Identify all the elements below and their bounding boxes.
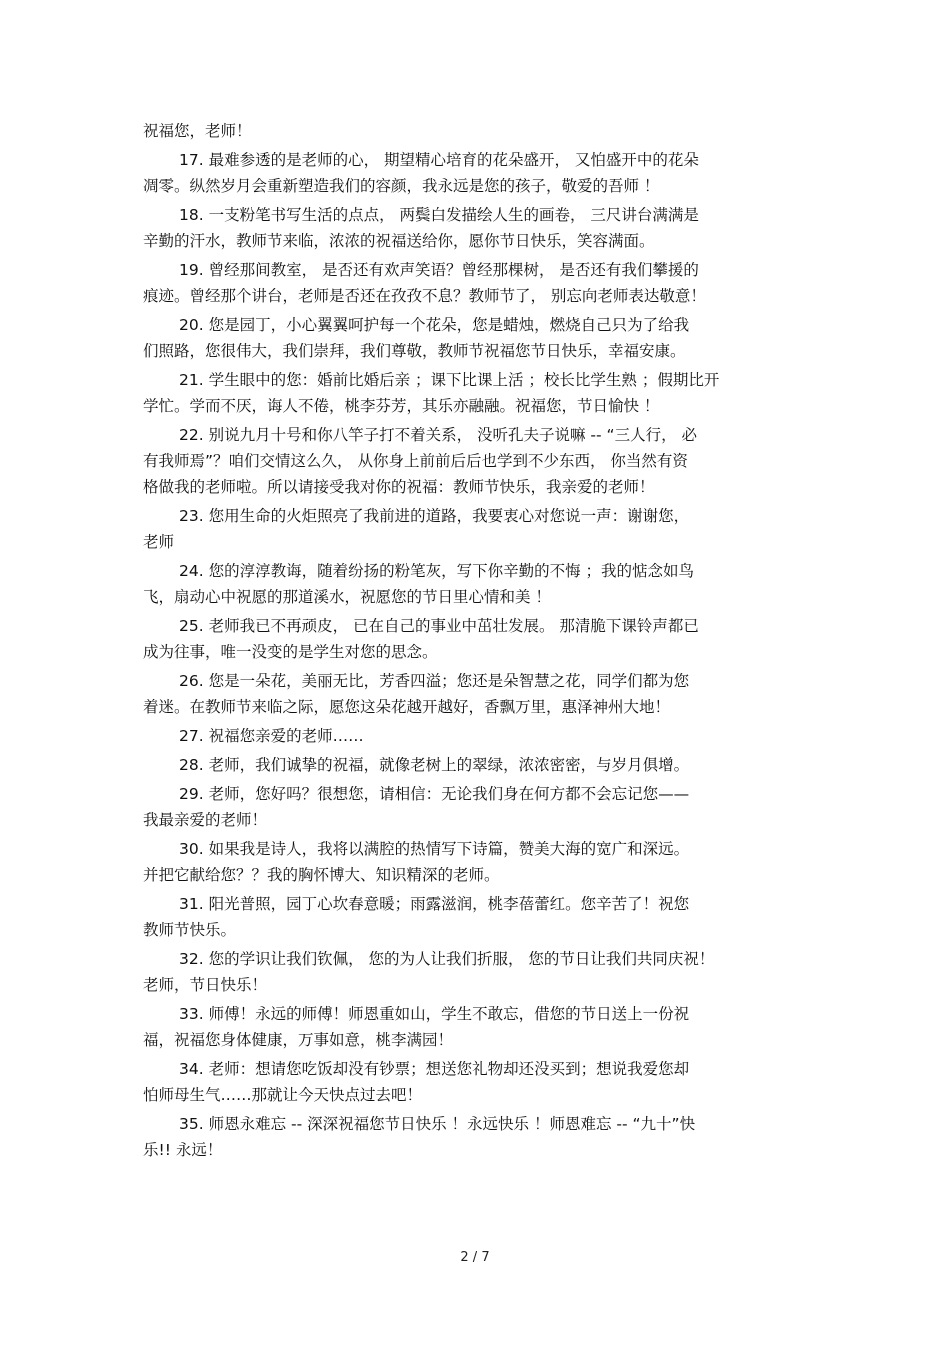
text-line: 格做我的老师啦。所以请接受我对你的祝福：教师节快乐，我亲爱的老师！ (143, 478, 655, 496)
text-line: 学忙。学而不厌，诲人不倦，桃李芬芳，其乐亦融融。祝福您，节日愉快 ！ (143, 397, 660, 415)
paragraph (143, 752, 803, 778)
text-line: 21. 学生眼中的您：婚前比婚后亲 ；课下比课上活 ；校长比学生熟 ；假期比开 (179, 371, 720, 389)
text-line: 32. 您的学识让我们钦佩， 您的为人让我们折服， 您的节日让我们共同庆祝！ (179, 950, 715, 968)
text-line: 老师，节日快乐！ (143, 976, 268, 994)
paragraph (143, 781, 803, 833)
text-line: 23. 您用生命的火炬照亮了我前进的道路，我要衷心对您说一声：谢谢您， (179, 507, 690, 525)
paragraph (143, 836, 803, 888)
text-line: 33. 师傅！永远的师傅！师恩重如山，学生不敢忘，借您的节日送上一份祝 (179, 1005, 690, 1023)
paragraph (143, 118, 803, 144)
text-line: 教师节快乐。 (143, 921, 237, 939)
text-line: 辛勤的汗水，教师节来临，浓浓的祝福送给你，愿你节日快乐，笑容满面。 (143, 232, 655, 250)
text-line: 19. 曾经那间教室， 是否还有欢声笑语？曾经那棵树， 是否还有我们攀援的 (179, 261, 699, 279)
text-line: 20. 您是园丁，小心翼翼呵护每一个花朵，您是蜡烛，燃烧自己只为了给我 (179, 316, 690, 334)
text-line: 怕师母生气……那就让今天快点过去吧！ (143, 1086, 423, 1104)
text-line: 26. 您是一朵花，美丽无比，芳香四溢；您还是朵智慧之花，同学们都为您 (179, 672, 690, 690)
paragraph (143, 147, 803, 199)
paragraph (143, 1001, 803, 1053)
paragraph (143, 891, 803, 943)
text-line: 着迷。在教师节来临之际，愿您这朵花越开越好，香飘万里，惠泽神州大地！ (143, 698, 671, 716)
text-line: 27. 祝福您亲爱的老师…… (179, 727, 364, 745)
text-line: 们照路，您很伟大，我们崇拜，我们尊敬，教师节祝福您节日快乐，幸福安康。 (143, 342, 686, 360)
document-body (143, 118, 803, 1163)
text-line: 痕迹。曾经那个讲台，老师是否还在孜孜不息？教师节了， 别忘向老师表达敬意！ (143, 287, 706, 305)
paragraph (143, 257, 803, 309)
paragraph (143, 558, 803, 610)
text-line: 35. 师恩永难忘 -- 深深祝福您节日快乐 ！永远快乐 ！师恩难忘 -- “九十”快 (179, 1115, 696, 1133)
text-line: 成为往事，唯一没变的是学生对您的思念。 (143, 643, 438, 661)
paragraph (143, 1111, 803, 1163)
text-line: 飞，扇动心中祝愿的那道溪水，祝愿您的节日里心情和美 ！ (143, 588, 551, 606)
text-line: 福，祝福您身体健康，万事如意，桃李满园！ (143, 1031, 454, 1049)
paragraph (143, 1056, 803, 1108)
paragraph (143, 723, 803, 749)
paragraph (143, 312, 803, 364)
paragraph (143, 668, 803, 720)
text-line: 乐!! 永远！ (143, 1141, 223, 1159)
paragraph (143, 503, 803, 555)
text-line: 25. 老师我已不再顽皮， 已在自己的事业中茁壮发展。 那清脆下课铃声都已 (179, 617, 699, 635)
text-line: 祝福您，老师！ (143, 122, 252, 140)
text-line: 18. 一支粉笔书写生活的点点， 两鬓白发描绘人生的画卷， 三尺讲台满满是 (179, 206, 699, 224)
text-line: 31. 阳光普照，园丁心坎春意暖；雨露滋润，桃李蓓蕾红。您辛苦了！祝您 (179, 895, 690, 913)
text-line: 我最亲爱的老师！ (143, 811, 268, 829)
paragraph (143, 946, 803, 998)
paragraph (143, 422, 803, 500)
page-number: 2 / 7 (460, 1250, 490, 1265)
text-line: 24. 您的淳淳教诲，随着纷扬的粉笔灰，写下你辛勤的不悔 ；我的惦念如鸟 (179, 562, 695, 580)
text-line: 凋零。纵然岁月会重新塑造我们的容颜，我永远是您的孩子，敬爱的吾师 ！ (143, 177, 660, 195)
text-line: 34. 老师：想请您吃饭却没有钞票；想送您礼物却还没买到；想说我爱您却 (179, 1060, 690, 1078)
text-line: 30. 如果我是诗人，我将以满腔的热情写下诗篇，赞美大海的宽广和深远。 (179, 840, 690, 858)
text-line: 老师 (143, 533, 175, 551)
paragraph (143, 367, 803, 419)
paragraph (143, 202, 803, 254)
text-line: 并把它献给您？？我的胸怀博大、知识精深的老师。 (143, 866, 500, 884)
text-line: 29. 老师，您好吗？很想您，请相信：无论我们身在何方都不会忘记您—— (179, 785, 690, 803)
text-line: 有我师焉”？咱们交情这么久， 从你身上前前后后也学到不少东西， 你当然有资 (143, 452, 688, 470)
text-line: 17. 最难参透的是老师的心， 期望精心培育的花朵盛开， 又怕盛开中的花朵 (179, 151, 699, 169)
text-line: 28. 老师，我们诚挚的祝福，就像老树上的翠绿，浓浓密密，与岁月俱增。 (179, 756, 690, 774)
paragraph (143, 613, 803, 665)
text-line: 22. 别说九月十号和你八竿子打不着关系， 没听孔夫子说嘛 -- “三人行， 必 (179, 426, 698, 444)
